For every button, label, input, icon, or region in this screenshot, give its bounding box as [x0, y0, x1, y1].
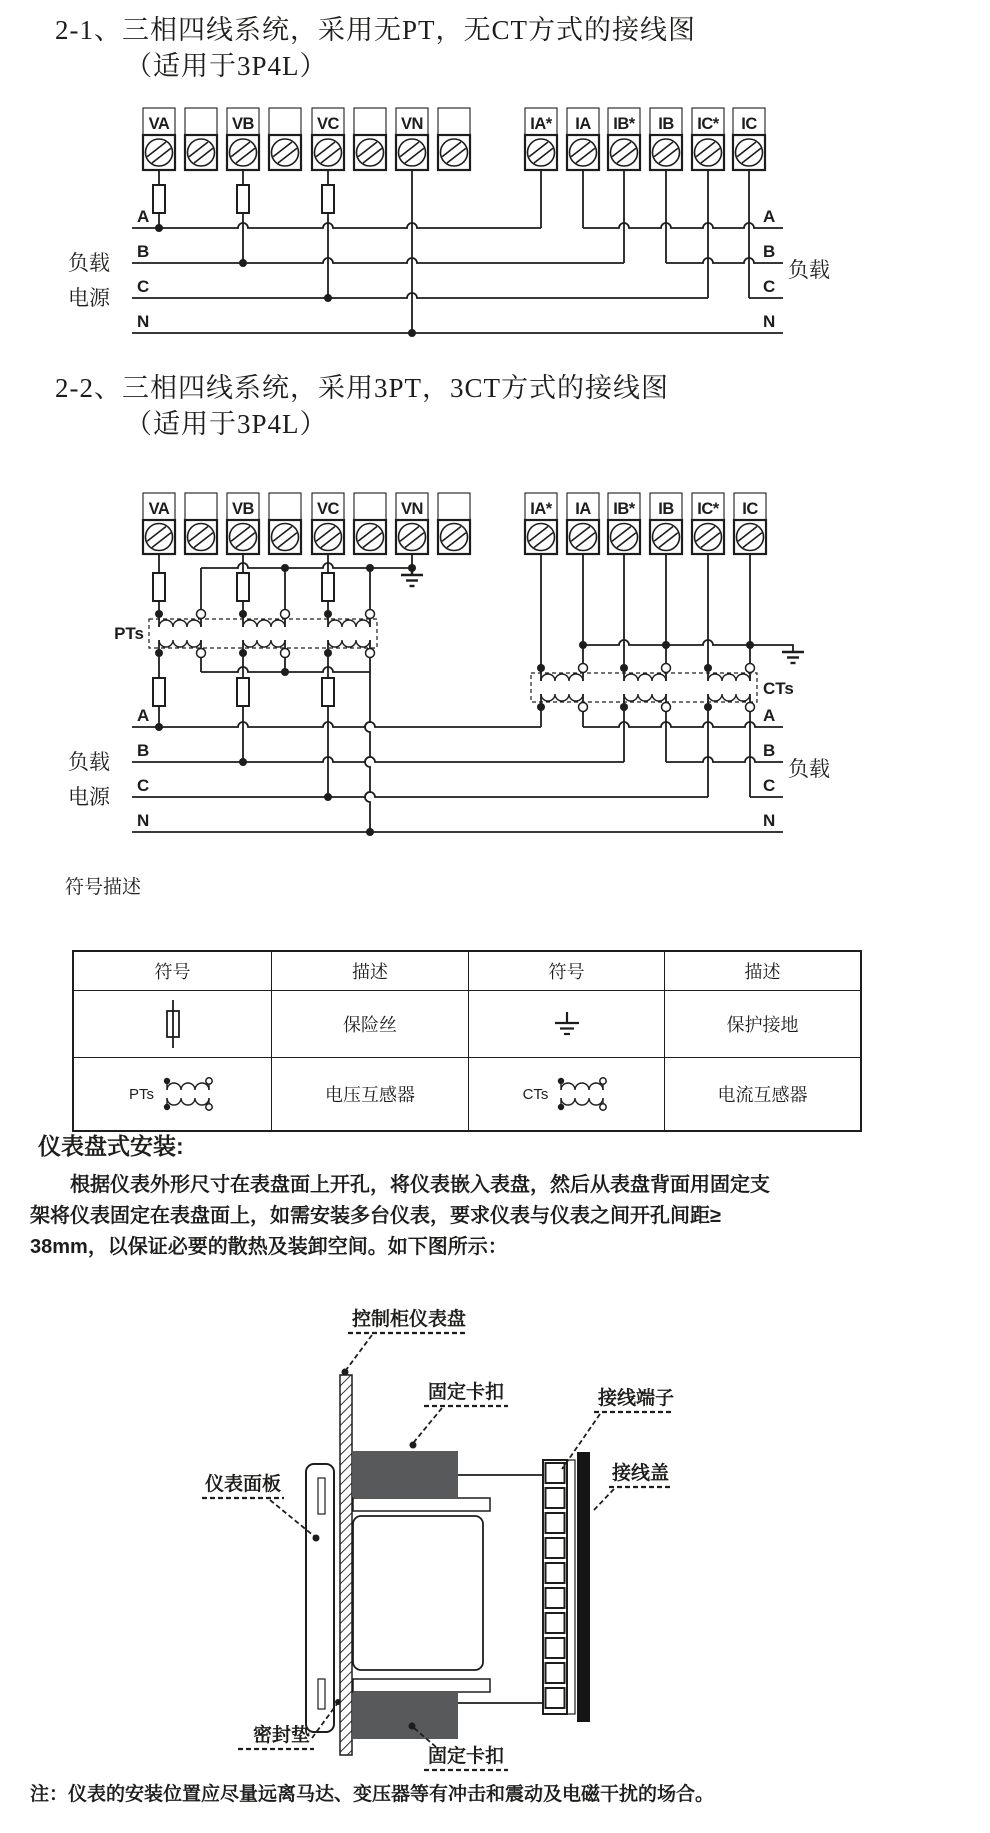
col-header: 描述: [665, 951, 862, 991]
svg-text:IA: IA: [575, 115, 591, 133]
svg-text:B: B: [763, 741, 776, 760]
voltage-terminal-strip: [143, 108, 470, 170]
meter-front-panel: [306, 1464, 334, 1732]
callout-terminal-cover: 接线盖: [612, 1463, 670, 1484]
fuses: [153, 573, 334, 706]
terminal: [650, 108, 682, 170]
bottom-note: 注：仪表的安装位置应尽量远离马达、变压器等有冲击和震动及电磁干扰的场合。: [30, 1784, 715, 1805]
svg-text:VN: VN: [401, 115, 423, 133]
pt-coils: [159, 620, 370, 647]
svg-text:VA: VA: [148, 115, 170, 133]
terminal: [438, 108, 470, 170]
ground-symbol-cell: [469, 991, 665, 1058]
svg-text:IA*: IA*: [530, 115, 552, 133]
symbol-table: [72, 950, 862, 1132]
symbol-table-caption: 符号描述: [65, 877, 142, 898]
svg-text:负载: 负载: [68, 750, 110, 774]
callout-meter-panel: 仪表面板: [205, 1474, 282, 1495]
install-heading: 仪表盘式安装:: [38, 1133, 184, 1159]
svg-text:A: A: [763, 207, 776, 226]
terminal: [525, 108, 557, 170]
svg-text:负载: 负载: [68, 251, 110, 275]
svg-text:VN: VN: [401, 500, 423, 518]
wiring-diagram-no-pt-ct: [0, 100, 990, 350]
callout-gasket: 密封垫: [253, 1725, 311, 1746]
svg-text:N: N: [137, 312, 150, 331]
meter-body: [353, 1475, 543, 1703]
svg-text:A: A: [763, 706, 776, 725]
terminal: [269, 108, 301, 170]
section-2-1-title: 2-1、三相四线系统，采用无PT，无CT方式的接线图: [55, 15, 697, 45]
fuses: [153, 185, 334, 213]
svg-text:负载: 负载: [788, 757, 830, 781]
current-terminal-strip: [525, 493, 766, 554]
callout-panel-board: 控制柜仪表盘: [352, 1309, 467, 1330]
para-line: 38mm，以保证必要的散热及装卸空间。如下图所示：: [30, 1236, 508, 1258]
svg-text:A: A: [137, 207, 150, 226]
svg-text:VB: VB: [232, 115, 254, 133]
terminal: [608, 108, 640, 170]
ct-symbol-cell: [469, 1058, 665, 1132]
ground-symbol-current: [782, 652, 804, 663]
svg-text:N: N: [763, 811, 776, 830]
callout-clip-bottom: 固定卡扣: [428, 1746, 505, 1767]
svg-text:负载: 负载: [788, 258, 830, 282]
wiring-diagram-3pt-3ct: [0, 480, 990, 845]
svg-text:N: N: [137, 811, 150, 830]
terminal: [269, 493, 301, 554]
svg-text:B: B: [137, 242, 150, 261]
voltage-terminal-strip: [143, 493, 470, 554]
current-terminal-strip: [525, 108, 765, 170]
terminal: [733, 108, 765, 170]
terminal-cover-bar: [577, 1452, 590, 1722]
fuse-icon: [160, 998, 186, 1050]
svg-text:B: B: [137, 741, 150, 760]
svg-text:VA: VA: [148, 500, 170, 518]
col-header: 符号: [469, 951, 665, 991]
terminal: [734, 493, 766, 554]
ct-desc-cell: 电流互感器: [665, 1058, 862, 1132]
clip-top-block: [353, 1451, 458, 1498]
ct-coils: [541, 674, 750, 701]
svg-text:IC*: IC*: [697, 500, 719, 518]
clip-bottom-block: [353, 1692, 458, 1739]
phase-lines: [132, 223, 783, 333]
pts-label: PTs: [114, 624, 144, 643]
section-2-2-subtitle: （适用于3P4L）: [125, 409, 328, 439]
terminal: [567, 108, 599, 170]
terminal: [143, 493, 175, 554]
svg-text:IC*: IC*: [697, 115, 719, 133]
svg-text:VB: VB: [232, 500, 254, 518]
terminal: [185, 493, 217, 554]
svg-text:VC: VC: [317, 500, 339, 518]
terminal: [185, 108, 217, 170]
svg-text:IB*: IB*: [613, 115, 635, 133]
ground-desc-cell: 保护接地: [665, 991, 862, 1058]
callout-terminals: 接线端子: [598, 1388, 675, 1409]
svg-text:C: C: [137, 277, 150, 296]
callout-clip-top: 固定卡扣: [428, 1382, 505, 1403]
current-transformer-icon: [554, 1074, 610, 1114]
terminal: [227, 108, 259, 170]
col-header: 符号: [73, 951, 272, 991]
para-line: 架将仪表固定在表盘面上，如需安装多台仪表，要求仪表与仪表之间开孔间距≥: [30, 1205, 721, 1227]
section-2-1-subtitle: （适用于3P4L）: [125, 51, 328, 81]
terminal: [354, 108, 386, 170]
terminal: [567, 493, 599, 554]
terminal: [692, 493, 724, 554]
svg-text:电源: 电源: [68, 785, 110, 809]
terminal: [608, 493, 640, 554]
line-labels: [68, 207, 830, 331]
svg-text:N: N: [763, 312, 776, 331]
terminal: [692, 108, 724, 170]
svg-text:IC: IC: [742, 500, 758, 518]
cts-label: CTs: [763, 679, 794, 698]
voltage-transformer-icon: [160, 1074, 216, 1114]
svg-text:C: C: [763, 277, 776, 296]
svg-text:IB: IB: [658, 500, 674, 518]
terminal: [396, 108, 428, 170]
install-paragraph: [30, 1170, 970, 1263]
svg-text:C: C: [763, 776, 776, 795]
svg-text:A: A: [137, 706, 150, 725]
installation-diagram: [0, 1270, 990, 1775]
svg-text:VC: VC: [317, 115, 339, 133]
junction-dots: [155, 224, 416, 337]
svg-text:IB: IB: [658, 115, 674, 133]
terminal: [354, 493, 386, 554]
svg-text:IA: IA: [575, 500, 591, 518]
pt-symbol-label: PTs: [128, 1085, 154, 1103]
terminal: [438, 493, 470, 554]
col-header: 描述: [272, 951, 469, 991]
terminal-strip: [543, 1452, 590, 1722]
svg-text:IA*: IA*: [530, 500, 552, 518]
pt-symbol-cell: [73, 1058, 272, 1132]
svg-text:IC: IC: [741, 115, 757, 133]
ct-symbol-label: CTs: [522, 1085, 549, 1103]
terminal: [312, 493, 344, 554]
fuse-desc-cell: 保险丝: [272, 991, 469, 1058]
terminal: [227, 493, 259, 554]
para-line: 根据仪表外形尺寸在表盘面上开孔，将仪表嵌入表盘，然后从表盘背面用固定支: [70, 1174, 770, 1196]
cabinet-panel-bar: [340, 1375, 352, 1755]
terminal: [650, 493, 682, 554]
svg-text:C: C: [137, 776, 150, 795]
section-2-2-title: 2-2、三相四线系统，采用3PT，3CT方式的接线图: [55, 373, 670, 403]
pt-desc-cell: 电压互感器: [272, 1058, 469, 1132]
ground-icon: [549, 1010, 585, 1038]
fuse-symbol-cell: [73, 991, 272, 1058]
svg-text:IB*: IB*: [613, 500, 635, 518]
terminal: [143, 108, 175, 170]
phase-lines: [132, 563, 793, 832]
svg-text:B: B: [763, 242, 776, 261]
svg-text:电源: 电源: [68, 286, 110, 310]
terminal: [396, 493, 428, 554]
terminal: [312, 108, 344, 170]
terminal: [525, 493, 557, 554]
